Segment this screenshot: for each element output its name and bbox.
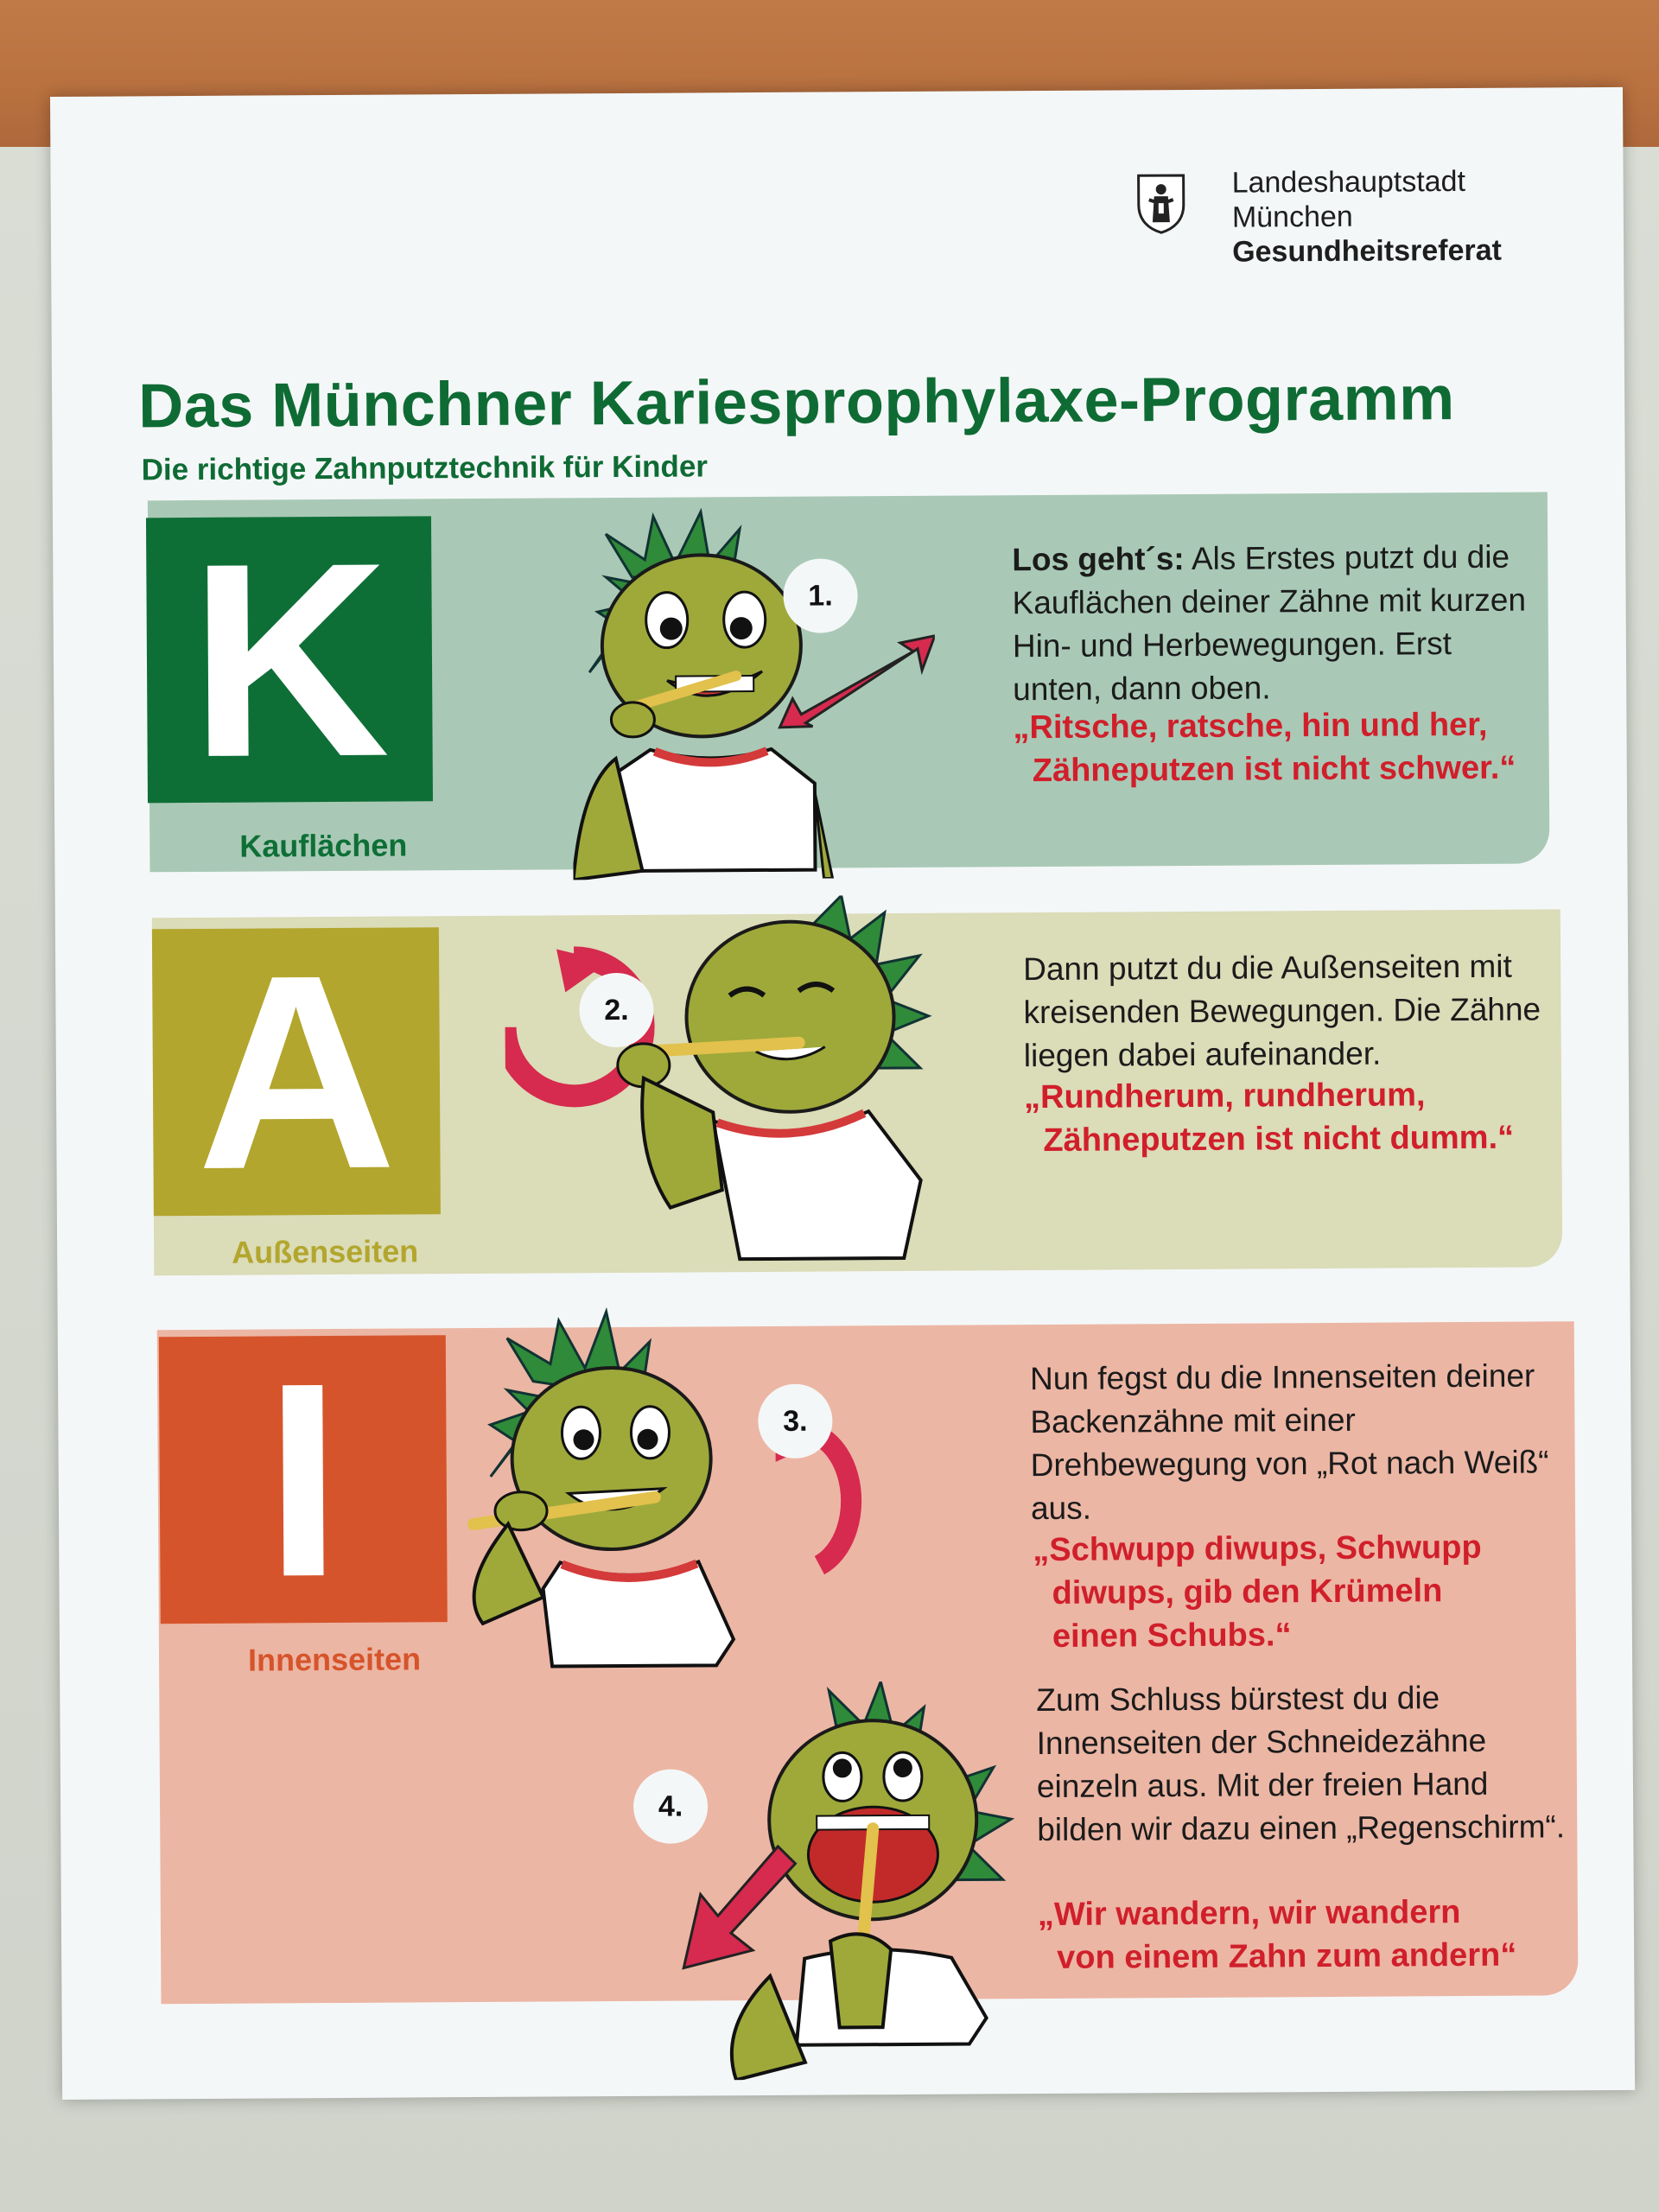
letter-i: I	[264, 1324, 343, 1635]
step-1-rhyme	[1013, 702, 1567, 792]
issuer-city-name: München	[1231, 200, 1353, 234]
step-3-rhyme-line-3: einen Schubs.“	[1052, 1617, 1292, 1655]
step-3-rhyme	[1033, 1525, 1586, 1658]
step-4-badge: 4.	[633, 1769, 709, 1844]
page-title: Das Münchner Kariesprophylaxe-Programm	[137, 364, 1455, 442]
issuer-header	[1232, 164, 1502, 270]
step-4-rhyme-line-2: von einem Zahn zum andern“	[1057, 1936, 1517, 1976]
step-1-lead: Los geht´s:	[1012, 540, 1185, 578]
mascot-brushing-front-teeth-illustration	[664, 1681, 1039, 2081]
step-2-badge: 2.	[579, 973, 654, 1048]
flyer-sheet	[50, 87, 1635, 2100]
letter-k-label: Kauflächen	[239, 827, 408, 864]
issuer-department: Gesundheitsreferat	[1232, 233, 1502, 269]
letter-a: A	[195, 916, 397, 1227]
step-4-rhyme	[1038, 1890, 1592, 1980]
page-subtitle: Die richtige Zahnputztechnik für Kinder	[141, 449, 709, 487]
letter-i-label: Innenseiten	[247, 1641, 422, 1678]
step-1-badge: 1.	[783, 558, 858, 633]
step-3-badge: 3.	[758, 1383, 833, 1459]
step-2-instruction: Dann putzt du die Außenseiten mit kreisenden Bewegungen. Die Zähne liegen dabei aufeinander.	[1023, 948, 1541, 1074]
step-2-rhyme-line-1: „Rundherum, rundherum,	[1023, 1077, 1426, 1116]
step-1-text: Als Erstes putzt du die Kauflächen deiner Zähne mit kurzen Hin- und Herbewegungen. Erst unten, dann oben.	[1012, 538, 1527, 708]
step-2-rhyme	[1024, 1072, 1578, 1162]
munich-coat-of-arms-icon	[1135, 172, 1187, 234]
step-4-instruction: Zum Schluss bürstest du die Innenseiten der Schneidezähne einzeln aus. Mit der freien Hand bilden wir dazu einen „Regenschirm“.	[1036, 1680, 1566, 1848]
letter-k: K	[188, 504, 391, 816]
step-1-rhyme-line-1: „Ritsche, ratsche, hin und her,	[1013, 706, 1488, 747]
mascot-brushing-chewing-surfaces-illustration	[571, 498, 937, 880]
letter-a-label: Außenseiten	[232, 1233, 419, 1270]
step-3-instruction: Nun fegst du die Innenseiten deiner Backenzähne mit einer Drehbewegung von „Rot nach Weiß“ aus.	[1029, 1357, 1549, 1527]
mascot-brushing-inner-molars-illustration	[455, 1301, 890, 1693]
step-3-rhyme-line-1: „Schwupp diwups, Schwupp	[1033, 1529, 1482, 1569]
mascot-brushing-outer-surfaces-illustration	[505, 894, 1034, 1295]
issuer-city: Landeshauptstadt	[1231, 164, 1466, 200]
letter-i-box	[159, 1324, 448, 1635]
step-2-rhyme-line-2: Zähneputzen ist nicht dumm.“	[1043, 1119, 1515, 1160]
letter-k-box	[146, 504, 433, 816]
step-4-rhyme-line-1: „Wir wandern, wir wandern	[1037, 1894, 1461, 1934]
step-3-rhyme-line-2: diwups, gib den Krümeln	[1052, 1573, 1443, 1611]
step-1-rhyme-line-2: Zähneputzen ist nicht schwer.“	[1032, 749, 1516, 790]
step-1-instruction	[1012, 536, 1531, 712]
letter-a-box	[152, 916, 441, 1227]
